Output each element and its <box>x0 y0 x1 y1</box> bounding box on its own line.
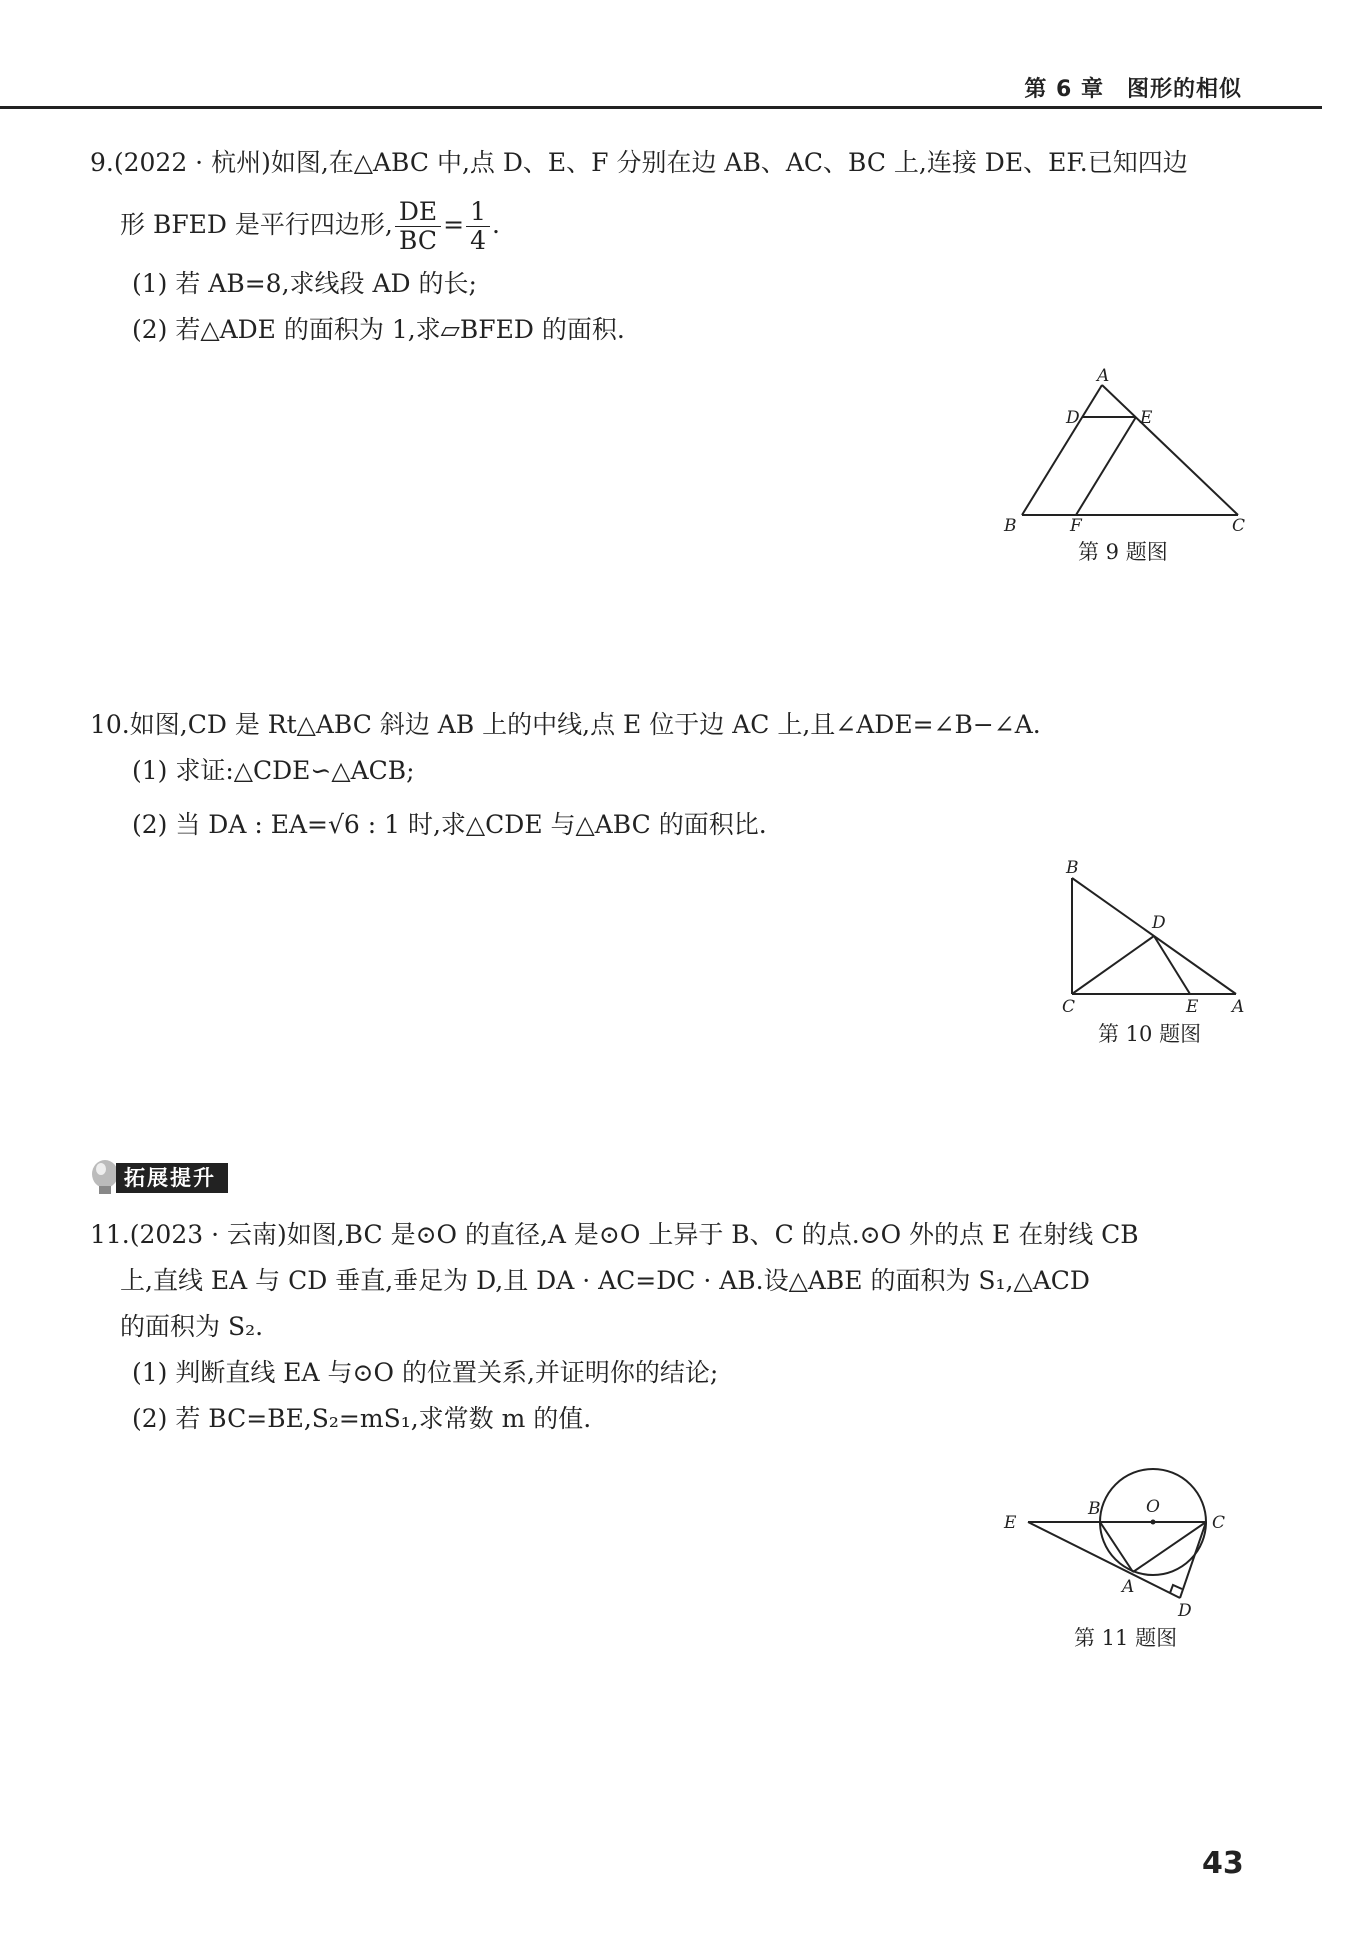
problem-9 <box>90 140 1250 353</box>
problem-text: 形 BFED 是平行四边形, <box>120 210 393 239</box>
problem-text: 上,直线 EA 与 CD 垂直,垂足为 D,且 DA · AC=DC · AB.设△ABE 的面积为 S₁,△ACD <box>120 1266 1090 1295</box>
fraction-denominator: 4 <box>470 226 487 255</box>
page-header <box>0 70 1322 109</box>
fraction-numerator: 1 <box>466 198 490 227</box>
sub-question-2: (2) 若△ADE 的面积为 1,求▱BFED 的面积. <box>132 315 625 344</box>
section-label: 拓展提升 <box>116 1163 228 1193</box>
vertex-label-e: E <box>1186 997 1199 1017</box>
vertex-label-c: C <box>1232 516 1246 535</box>
problem-text: 如图,CD 是 Rt△ABC 斜边 AB 上的中线,点 E 位于边 AC 上,且∠ADE=∠B−∠A. <box>129 710 1041 739</box>
center-point <box>1151 1520 1156 1525</box>
equals-sign: = <box>443 210 465 239</box>
problem-text: 的面积为 S₂. <box>120 1312 264 1341</box>
fraction <box>466 198 490 255</box>
segment-ba <box>1100 1522 1133 1572</box>
sub-question-1: (1) 若 AB=8,求线段 AD 的长; <box>132 269 477 298</box>
vertex-label-a: A <box>1097 366 1110 386</box>
page-number: 43 <box>1202 1846 1244 1881</box>
period: . <box>492 210 500 239</box>
vertex-label-d: D <box>1152 913 1166 933</box>
fraction <box>395 198 441 255</box>
figure-caption: 第 11 题图 <box>1074 1626 1178 1650</box>
sub-question-2: (2) 若 BC=BE,S₂=mS₁,求常数 m 的值. <box>132 1404 592 1433</box>
segment-ac <box>1102 385 1238 515</box>
problem-number: 9. <box>90 148 114 177</box>
vertex-label-b: B <box>1066 860 1079 878</box>
sub-question-2: (2) 当 DA : EA=√6 : 1 时,求△CDE 与△ABC 的面积比. <box>132 810 767 839</box>
vertex-label-f: F <box>1070 516 1082 535</box>
problem-10 <box>90 702 1250 848</box>
sub-question-1: (1) 求证:△CDE∽△ACB; <box>132 756 415 785</box>
segment-de <box>1154 936 1190 994</box>
line-ea <box>1028 1522 1180 1598</box>
problem-number: 10. <box>90 710 130 739</box>
figure-caption: 第 10 题图 <box>1098 1022 1202 1046</box>
vertex-label-e: E <box>1004 1513 1017 1533</box>
vertex-label-a: A <box>1232 997 1245 1017</box>
segment-ab <box>1022 385 1102 515</box>
section-heading <box>88 1160 228 1196</box>
figure-caption: 第 9 题图 <box>1078 540 1168 564</box>
fraction-numerator: DE <box>395 198 441 227</box>
sub-question-1: (1) 判断直线 EA 与⊙O 的位置关系,并证明你的结论; <box>132 1358 719 1387</box>
segment-cd <box>1180 1522 1206 1598</box>
figure-10-right-triangle <box>1050 860 1250 1025</box>
vertex-label-e: E <box>1140 408 1153 428</box>
segment-ac <box>1133 1522 1206 1572</box>
segment-ef <box>1076 417 1136 515</box>
problem-text: (2023 · 云南)如图,BC 是⊙O 的直径,A 是⊙O 上异于 B、C 的点.⊙O 外的点 E 在射线 CB <box>129 1220 1139 1249</box>
vertex-label-d: D <box>1066 408 1080 428</box>
vertex-label-b: B <box>1088 1499 1101 1519</box>
vertex-label-d: D <box>1178 1601 1192 1620</box>
vertex-label-c: C <box>1212 1513 1226 1533</box>
vertex-label-a: A <box>1122 1577 1135 1597</box>
figure-9-triangle <box>1000 365 1260 535</box>
right-angle-mark <box>1170 1585 1182 1593</box>
figure-11-circle <box>1000 1450 1250 1620</box>
vertex-label-c: C <box>1062 997 1076 1017</box>
vertex-label-b: B <box>1004 516 1017 535</box>
segment-cd <box>1072 936 1154 994</box>
vertex-label-o: O <box>1146 1497 1160 1517</box>
problem-number: 11. <box>90 1220 130 1249</box>
chapter-title: 第 6 章 图形的相似 <box>1024 77 1242 102</box>
problem-11 <box>90 1212 1270 1442</box>
fraction-denominator: BC <box>399 226 437 255</box>
problem-text: (2022 · 杭州)如图,在△ABC 中,点 D、E、F 分别在边 AB、AC、BC 上,连接 DE、EF.已知四边 <box>113 148 1188 177</box>
